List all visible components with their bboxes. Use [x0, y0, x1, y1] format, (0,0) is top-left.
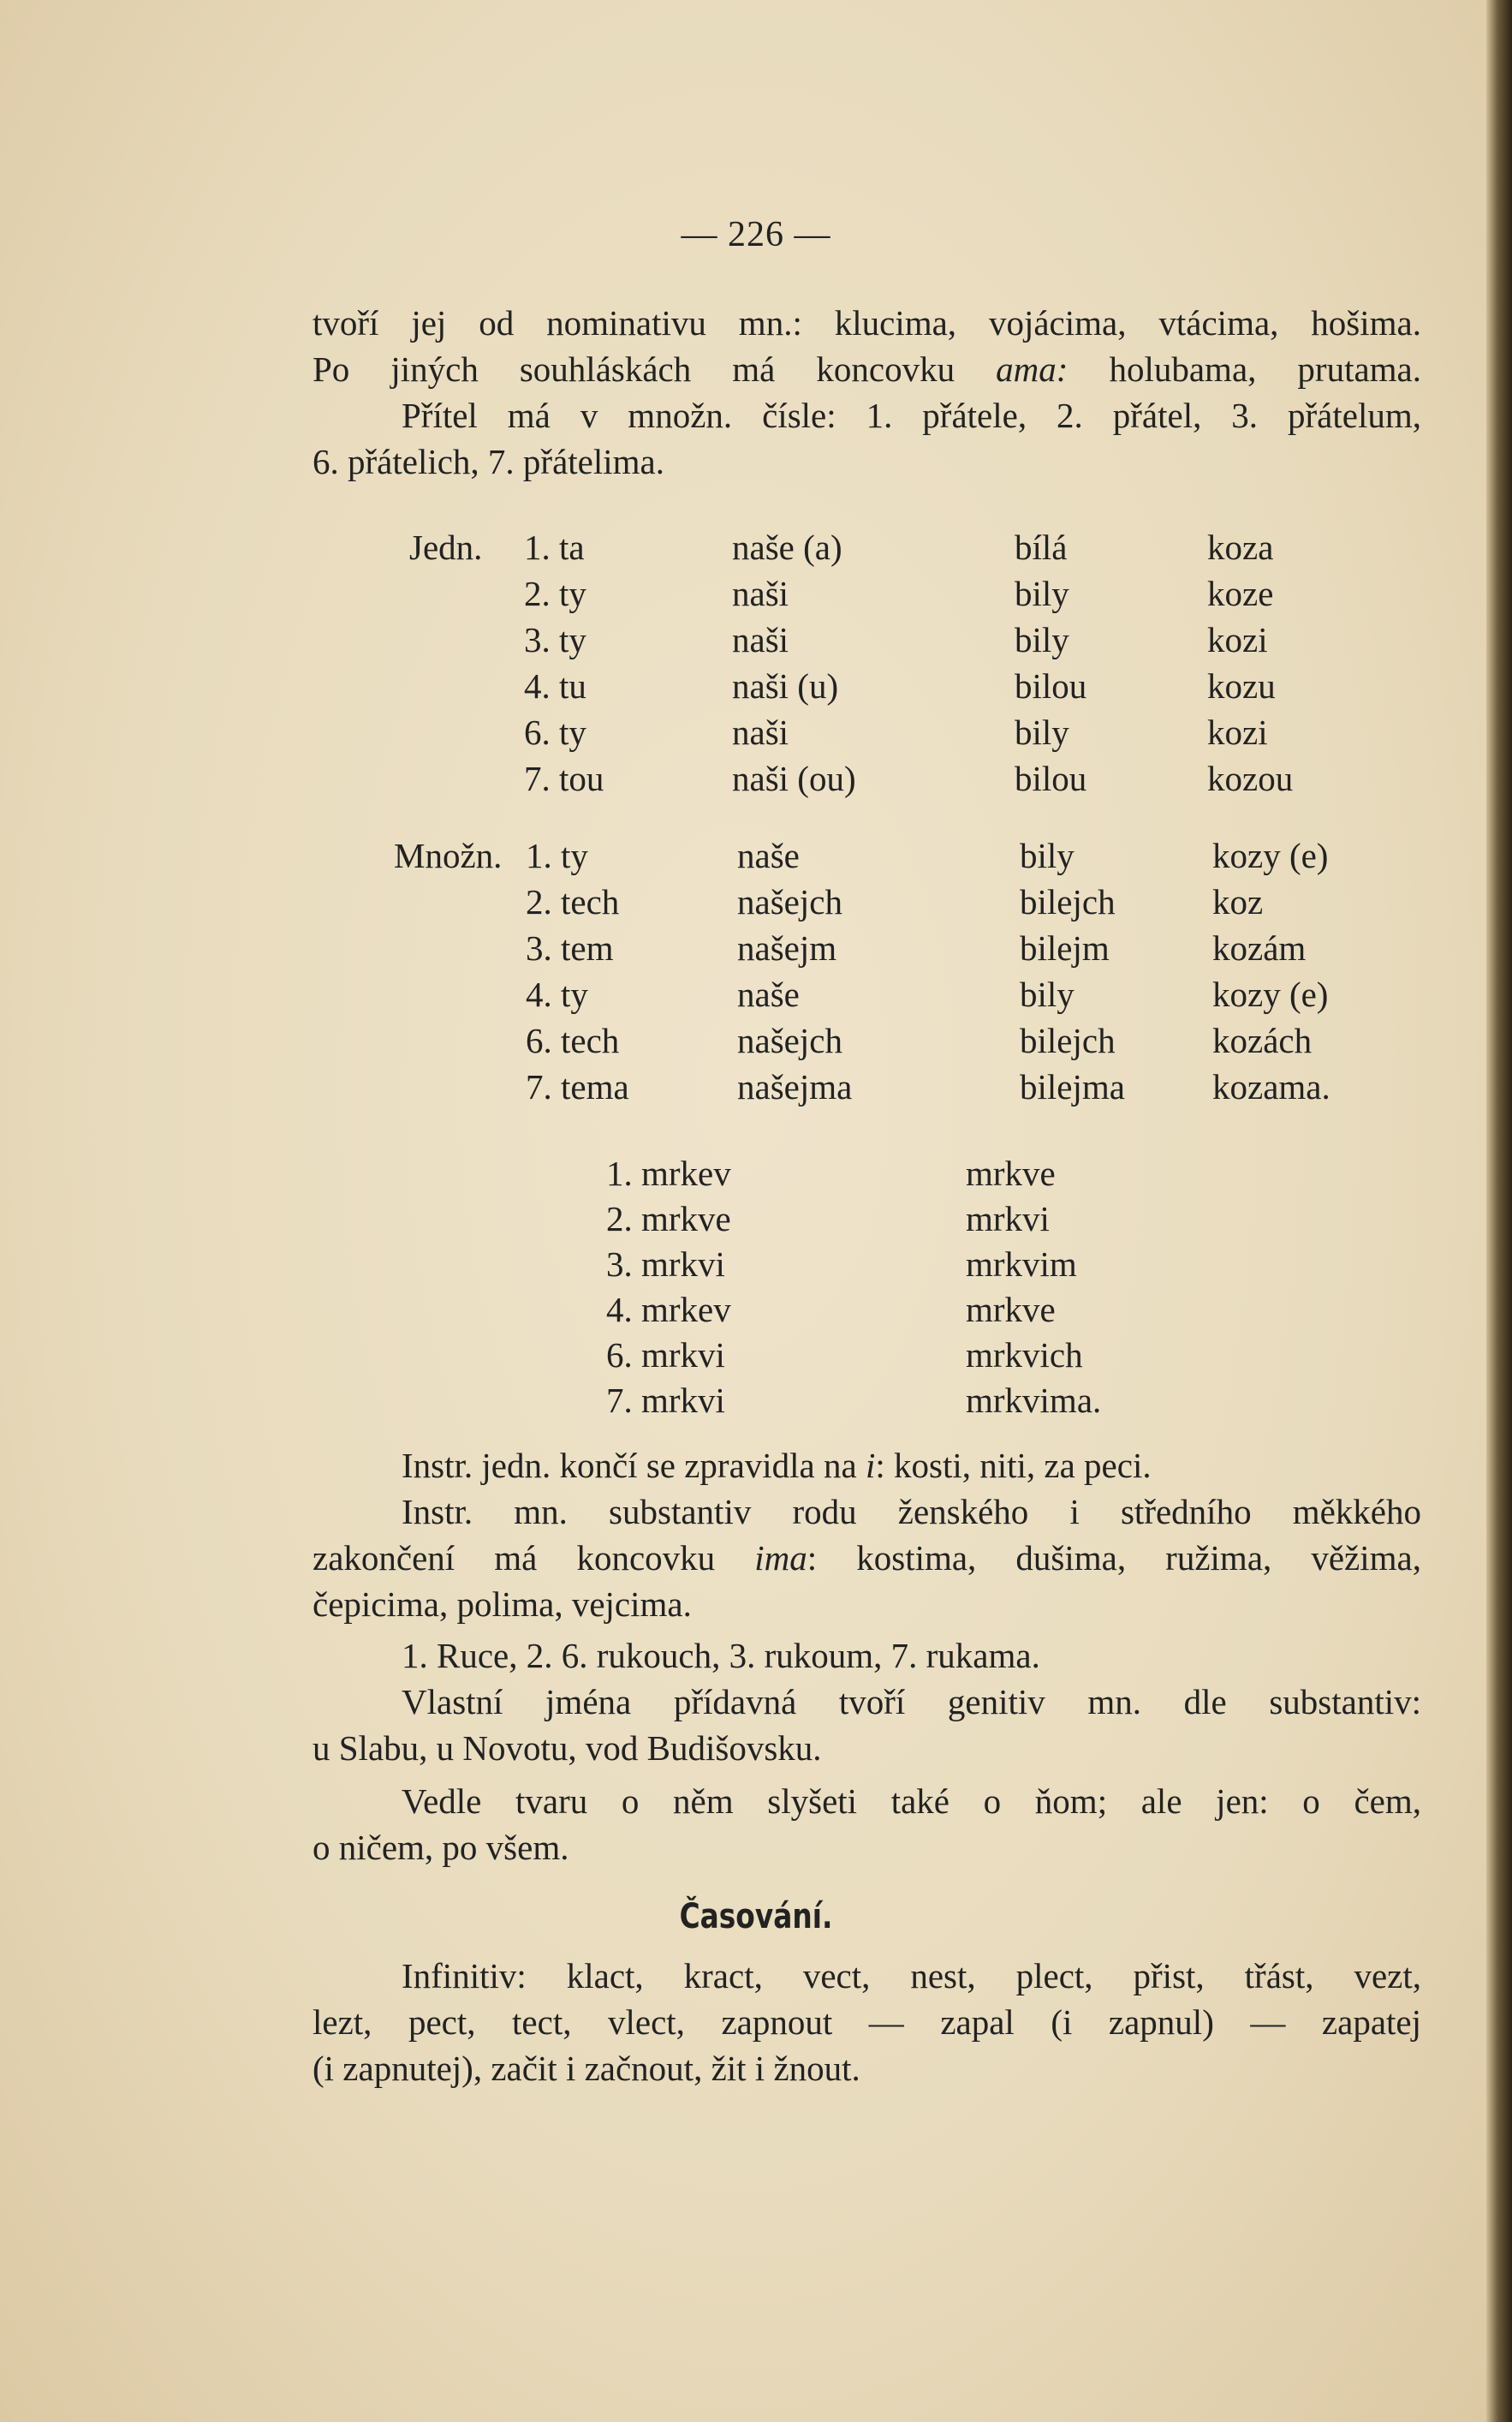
table-cell: 6. mrkvi: [606, 1335, 725, 1375]
table-cell: kozám: [1212, 928, 1307, 968]
table-cell: mrkve: [966, 1290, 1056, 1329]
table-cell: mrkvich: [966, 1335, 1083, 1375]
table-cell: kozách: [1212, 1021, 1313, 1060]
text-line: čepicima, polima, vejcima.: [313, 1584, 692, 1624]
table-cell: kozu: [1207, 666, 1276, 706]
table-cell: naši: [732, 713, 789, 752]
section-heading: Časování.: [679, 1897, 833, 1936]
table-cell: bily: [1015, 713, 1069, 752]
table-cell: bilejm: [1020, 928, 1110, 968]
table-cell: kozi: [1207, 713, 1268, 752]
table-cell: našejch: [737, 882, 842, 922]
text-line: Vedle tvaru o něm slyšeti také o ňom; ale jen: o čem,: [402, 1781, 1421, 1821]
text-line: lezt, pect, tect, vlect, zapnout — zapal (i zapnul) — zapatej: [313, 2002, 1421, 2042]
table-cell: naši: [732, 620, 789, 659]
table-cell: koze: [1207, 574, 1274, 613]
text-line: (i zapnutej), začit i začnout, žit i žnout.: [313, 2049, 860, 2088]
table-cell: mrkvi: [966, 1199, 1050, 1238]
text-fragment: Instr. jedn. končí se zpravidla na: [402, 1446, 866, 1485]
table-cell: 3. ty: [524, 620, 586, 659]
final-paragraph: [313, 1953, 1421, 2091]
table-cell: naši (u): [732, 666, 839, 706]
table-cell: 2. ty: [524, 574, 586, 613]
table-cell: naši (ou): [732, 759, 856, 798]
text-line: Přítel má v množn. čísle: 1. přátele, 2. přátel, 3. přátelum,: [402, 396, 1421, 435]
table-cell: 4. ty: [526, 975, 588, 1014]
table-cell: kozy (e): [1212, 975, 1329, 1014]
text-line: Vlastní jména přídavná tvoří genitiv mn. dle substantiv:: [402, 1682, 1421, 1721]
text-fragment: zakončení má koncovku: [313, 1538, 755, 1578]
intro-paragraph: [313, 300, 1421, 485]
table-cell: 3. mrkvi: [606, 1244, 725, 1284]
table-cell: bily: [1015, 620, 1069, 659]
number-label: Množn.: [394, 836, 503, 875]
number-label: Jedn.: [409, 528, 483, 567]
page-number: — 226 —: [681, 215, 831, 254]
table-cell: naše: [737, 836, 800, 875]
table-cell: naše (a): [732, 528, 842, 567]
table-cell: 7. mrkvi: [606, 1381, 725, 1420]
text-line: [313, 1442, 1421, 1488]
table-cell: 4. tu: [524, 666, 586, 706]
table-cell: bily: [1020, 836, 1074, 875]
text-fragment: : kosti, niti, za peci.: [875, 1446, 1152, 1485]
text-fragment: holubama, prutama.: [1068, 349, 1422, 389]
table-cell: 4. mrkev: [606, 1290, 731, 1329]
table-cell: bily: [1015, 574, 1069, 613]
table-cell: bílá: [1015, 528, 1068, 567]
table-cell: 2. mrkve: [606, 1199, 731, 1238]
table-cell: bilou: [1015, 759, 1087, 798]
text-line: Instr. mn. substantiv rodu ženského i středního měkkého: [402, 1492, 1421, 1531]
text-line: u Slabu, u Novotu, vod Budišovsku.: [313, 1728, 822, 1768]
table-cell: 2. tech: [526, 882, 620, 922]
ending-term: ima: [754, 1538, 807, 1578]
text-line: [313, 1535, 1421, 1581]
table-cell: naše: [737, 975, 800, 1014]
text-fragment: : kostima, dušima, ružima, věžima,: [807, 1538, 1421, 1578]
table-cell: 6. tech: [526, 1021, 620, 1060]
table-cell: koz: [1212, 882, 1264, 922]
text-line: 6. přátelich, 7. přátelima.: [313, 442, 664, 481]
table-cell: bilejch: [1020, 882, 1116, 922]
table-cell: bily: [1020, 975, 1074, 1014]
table-cell: našejm: [737, 928, 837, 968]
text-line: o ničem, po všem.: [313, 1828, 569, 1867]
text-line: 1. Ruce, 2. 6. rukouch, 3. rukoum, 7. rukama.: [402, 1636, 1040, 1675]
table-cell: 7. tou: [524, 759, 604, 798]
text-fragment: Po jiných souhláskách má koncovku: [313, 349, 955, 389]
table-cell: našejch: [737, 1021, 842, 1060]
table-cell: bilou: [1015, 666, 1087, 706]
table-cell: mrkvima.: [966, 1381, 1102, 1420]
table-cell: mrkve: [966, 1154, 1056, 1193]
table-cell: kozi: [1207, 620, 1268, 659]
ending-term: i: [865, 1446, 876, 1485]
table-cell: kozy (e): [1212, 836, 1329, 875]
table-cell: 1. mrkev: [606, 1154, 731, 1193]
table-cell: našejma: [737, 1067, 853, 1107]
page-edge: [1486, 0, 1512, 2422]
table-cell: 3. tem: [526, 928, 614, 968]
table-cell: koza: [1207, 528, 1274, 567]
table-cell: kozama.: [1212, 1067, 1330, 1107]
table-cell: naši: [732, 574, 789, 613]
table-cell: mrkvim: [966, 1244, 1077, 1284]
table-cell: 1. ty: [526, 836, 588, 875]
text-line: Infinitiv: klact, kract, vect, nest, plect, přist, třást, vezt,: [402, 1956, 1421, 1995]
table-cell: 7. tema: [526, 1067, 629, 1107]
table-cell: kozou: [1207, 759, 1294, 798]
body-paragraphs: [313, 1442, 1421, 1870]
table-cell: 6. ty: [524, 713, 586, 752]
text-line: tvoří jej od nominativu mn.: klucima, vojácima, vtácima, hošima.: [313, 303, 1421, 343]
table-cell: bilejma: [1020, 1067, 1125, 1107]
table-cell: bilejch: [1020, 1021, 1116, 1060]
text-line: [313, 346, 1421, 392]
ending-term: ama:: [996, 349, 1069, 389]
table-cell: 1. ta: [524, 528, 585, 567]
